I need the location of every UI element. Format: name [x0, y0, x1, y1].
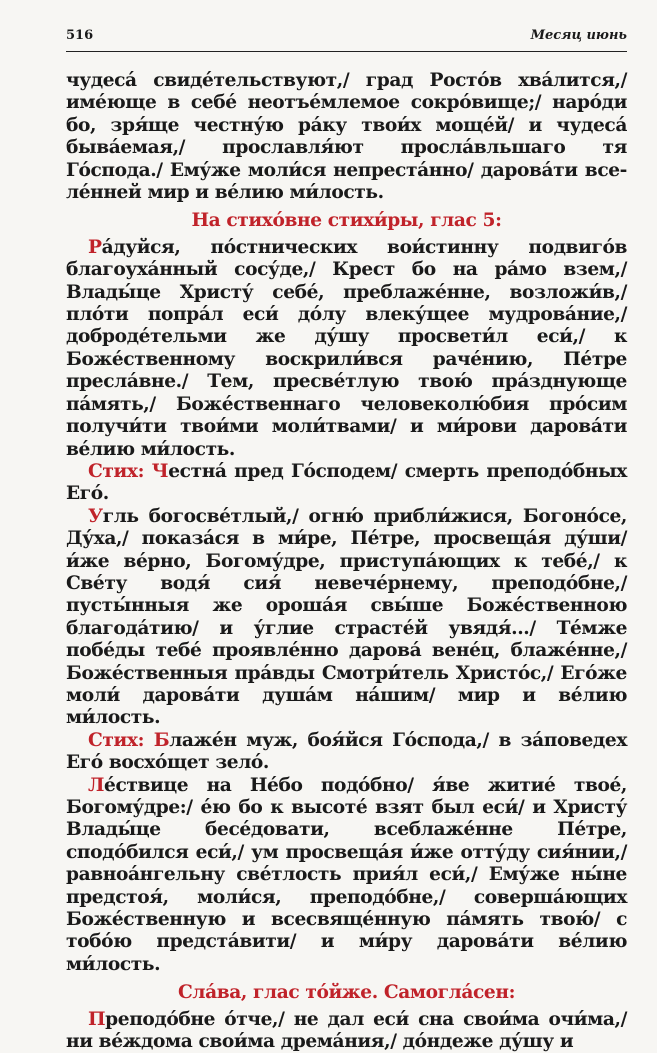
verse-2 [66, 730, 627, 775]
drop-initial: Ч [151, 460, 169, 482]
header-rule [66, 51, 627, 52]
running-title: Месяц июнь [530, 28, 627, 43]
paragraph-continuation: чудеса́ свиде́тельствуют,/ град Росто́в хва́лится,/ име́юще в себе́ неотъе́млемое сокро́вище;/ наро́ди бо, зря́ще честну́ю ра́ку твои́х моще́й/ и чудеса́ быва́емая,/ прославля́ют просла́вльшаго тя Го́спода./ Ему́же моли́ся непреста́нно/ дарова́ти все-ле́нней мир и ве́лию ми́лость. [66, 70, 627, 204]
verse-label: Стих: [88, 729, 145, 751]
verse-text: лаже́н муж, боя́йся Го́спода,/ в за́поведех Его́ восхо́щет зело́. [66, 729, 628, 774]
sticheron-text: а́дуйся, по́стнических вои́стинну подвиго́в благоуха́нный сосу́де,/ Крест бо на ра́мо взем,/ Влады́це Христу́ себе́, преблаже́нне, возложи́в,/ пло́ти попра́л еси́ до́лу влеку́щее мудрова́ние,/ доброде́тельми же ду́шу просвети́л еси́,/ к Боже́ственному воскрили́вся раче́нию, Пе́тре пресла́вне./ Тем, пресве́тлую твою́ пра́зднующе па́мять,/ Боже́ственнаго человеколю́бия про́сим получи́ти твои́ми моли́твами/ и ми́рови дарова́ти ве́лию ми́лость. [66, 236, 627, 460]
verse-1 [66, 461, 627, 506]
page-number: 516 [66, 28, 94, 43]
sticheron-4 [66, 1009, 627, 1053]
drop-initial: У [88, 505, 103, 527]
text-body [66, 70, 627, 1053]
drop-initial: П [88, 1008, 106, 1030]
sticheron-2 [66, 506, 627, 730]
sticheron-text: е́ствице на Не́бо подо́бно/ я́ве житие́ твое́, Богому́дре:/ е́ю бо к высоте́ взят был еси́/ и Христу́ Влады́це бесе́довати, всеблаже́нне Пе́тре, сподо́бился еси́,/ ум просвеща́я и́же отту́ду сия́нии,/ равноа́нгельну све́тлость прия́л еси́,/ Ему́же ны́не предстоя́, моли́ся, преподо́бне,/ соверша́ющих Боже́ственную и всесвяще́нную па́мять твою́/ с тобо́ю предста́вити/ и ми́ру дарова́ти ве́лию ми́лость. [66, 774, 627, 975]
drop-initial: Л [88, 774, 105, 796]
section-heading-glory: Сла́ва, глас то́йже. Самогла́сен: [177, 982, 516, 1004]
sticheron-1 [66, 237, 627, 461]
sticheron-text: гль богосве́тлый,/ огню́ прибли́жися, Богоно́се, Ду́ха,/ показа́ся в ми́ре, Пе́тре, просвеща́я ду́ши/ и́же ве́рно, Богому́дре, приступа́ющих к тебе́,/ к Све́ту водя́ сия́ невече́рнему, преподо́бне,/ пусты́нныя же ороша́я свы́ше Боже́ственною благода́тию/ и у́глие страсте́й увядя́.../ Те́мже побе́ды тебе́ проявле́нно дарова́ вене́ц, блаже́нне,/ Боже́ственныя пра́вды Смотри́тель Христо́с,/ Его́же моли́ дарова́ти душа́м на́шим/ мир и ве́лию ми́лость. [66, 505, 627, 729]
verse-label: Стих: [88, 460, 145, 482]
sticheron-3 [66, 775, 627, 977]
sticheron-text: реподо́бне о́тче,/ не дал еси́ сна свои́ма очи́ма,/ ни ве́ждома свои́ма дрема́ния,/ до́ндеже ду́шу и [66, 1008, 627, 1053]
drop-initial: Р [88, 236, 102, 258]
drop-initial: Б [153, 729, 170, 751]
verse-text: естна́ пред Го́сподем/ смерть преподо́бных Его́. [66, 460, 627, 505]
section-heading-stichera: На стихо́вне стихи́ры, глас 5: [191, 210, 502, 232]
page-header [66, 28, 627, 46]
